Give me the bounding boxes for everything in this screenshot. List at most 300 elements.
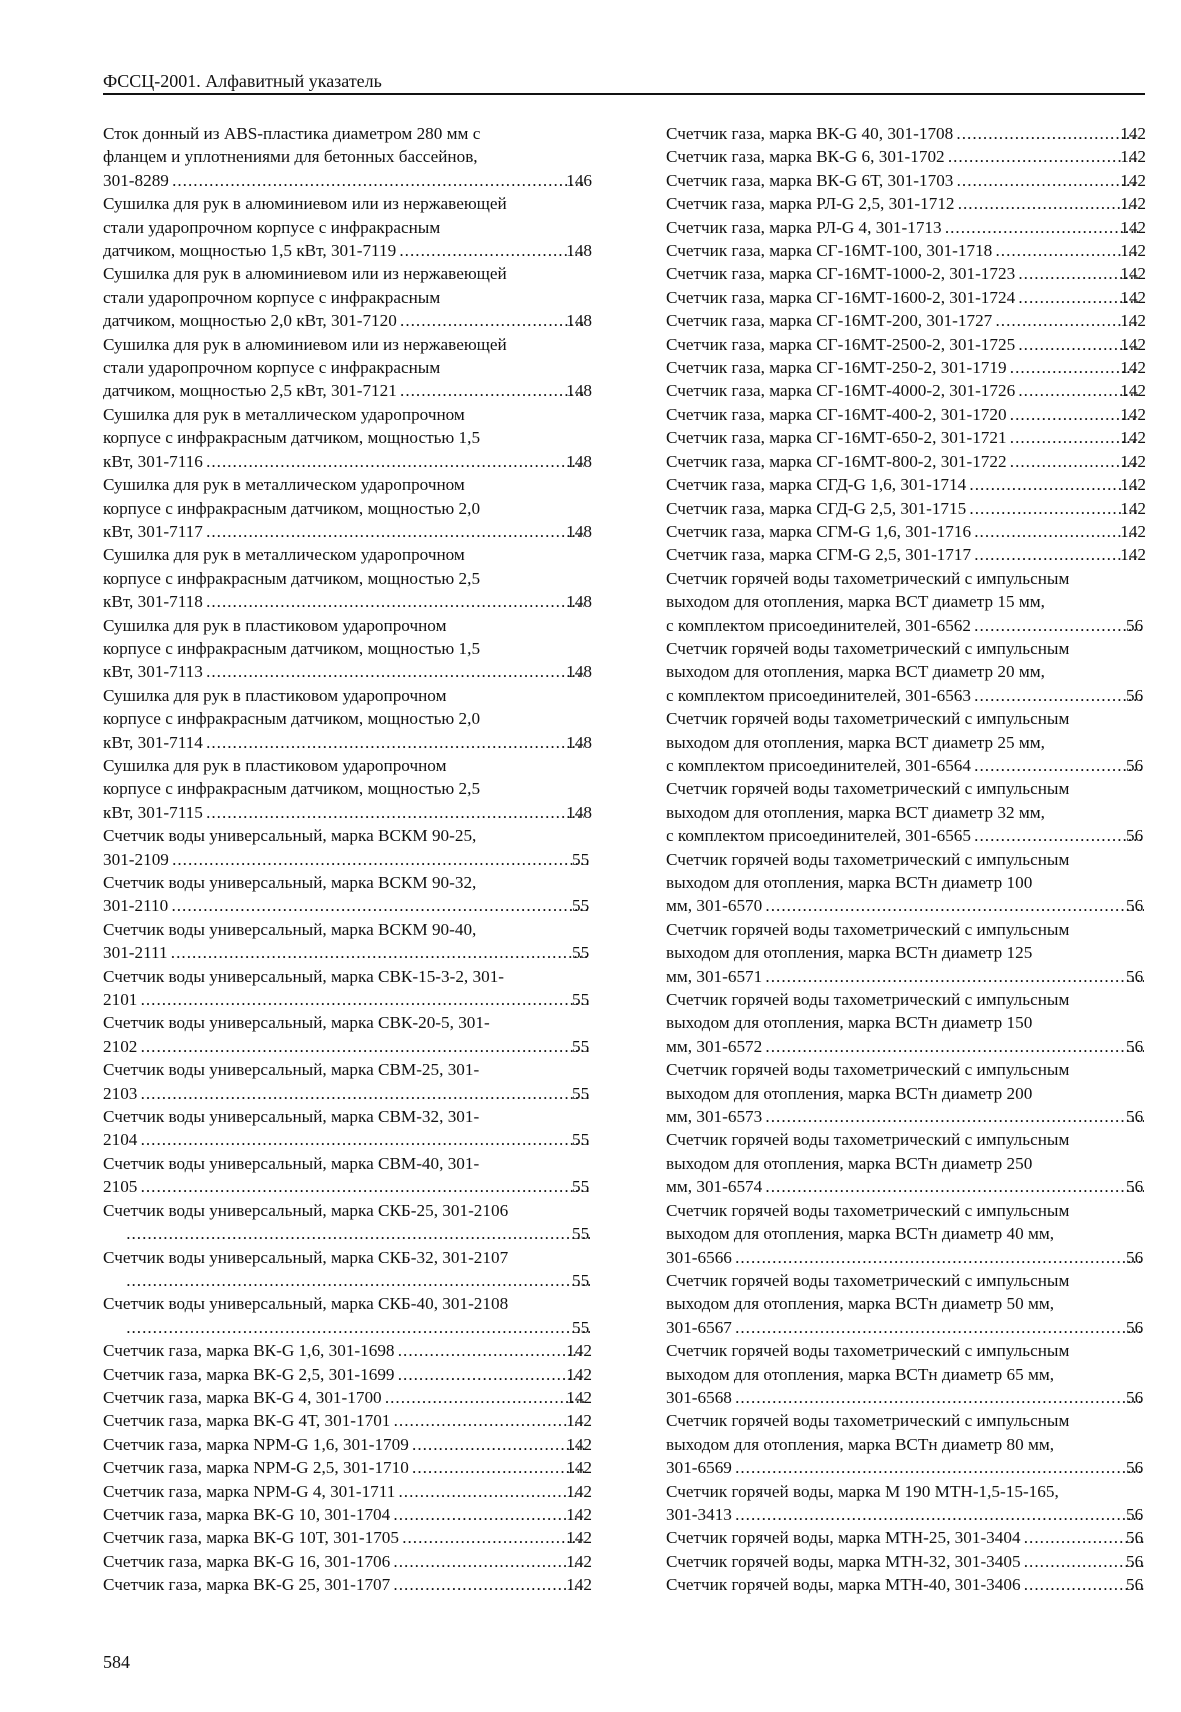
page-reference: 142 [1120, 194, 1146, 214]
index-entry [103, 965, 592, 1012]
index-entry [666, 1573, 1146, 1596]
index-entry-leader-line: 301-3413 ..... 56 [686, 1503, 1146, 1526]
dot-leader [734, 1456, 1144, 1479]
dot-leader [397, 1480, 584, 1503]
index-entry-leader-line [103, 1456, 592, 1479]
index-entry-leader-line [666, 356, 1146, 379]
index-entry [666, 169, 1146, 192]
index-entry [103, 684, 592, 754]
index-entry-text: корпусе с инфракрасным датчиком, мощностью 2,0 [103, 498, 481, 518]
dot-leader [734, 1316, 1144, 1339]
index-entry-text: датчиком, мощностью 2,0 кВт, 301-7120 [103, 311, 397, 331]
index-entry-text: выходом для отопления, марка ВСТн диаметр 50 мм, [666, 1294, 1055, 1314]
index-entry [666, 543, 1146, 566]
index-entry-text: Счетчик газа, марка СГ-16МТ-1000-2, 301-1723 [666, 264, 1016, 284]
index-entry-text: корпусе с инфракрасным датчиком, мощностью 2,5 [103, 779, 481, 799]
dot-leader [734, 1503, 1144, 1526]
page-reference: 142 [566, 1411, 592, 1431]
dot-leader [401, 1526, 584, 1549]
index-entry-leader-line: 2103 ..... 55 [123, 1082, 592, 1105]
index-entry-text: 301-6566 [666, 1247, 732, 1267]
index-entry-text: фланцем и уплотнениями для бетонных бассейнов, [103, 147, 478, 167]
index-entry-text: Счетчик горячей воды тахометрический с импульсным [666, 638, 1070, 658]
index-entry [666, 1550, 1146, 1573]
index-entry-text: выходом для отопления, марка ВСТн диаметр 125 [666, 943, 1033, 963]
index-entry-text: Счетчик газа, марка РЛ-G 4, 301-1713 [666, 217, 942, 237]
page-reference: 142 [1120, 147, 1146, 167]
index-entry-leader-line: 2105 ..... 55 [123, 1175, 592, 1198]
index-entry-leader-line: мм, 301-6573 ..... 56 [686, 1105, 1146, 1128]
page-header: ФССЦ-2001. Алфавитный указатель [103, 70, 1145, 95]
index-entry-text: Счетчик газа, марка СГМ-G 2,5, 301-1717 [666, 545, 972, 565]
dot-leader [139, 988, 590, 1011]
index-entry-text: Счетчик газа, марка ВК-G 6, 301-1702 [666, 147, 945, 167]
index-entry [666, 497, 1146, 520]
index-entry-leader-line [666, 520, 1146, 543]
index-entry-text: Счетчик газа, марка NPM-G 2,5, 301-1710 [103, 1458, 409, 1478]
index-entry [103, 192, 592, 262]
index-entry [103, 1292, 592, 1339]
dot-leader [139, 1128, 590, 1151]
dot-leader [171, 848, 590, 871]
index-entry [103, 262, 592, 332]
index-entry-text: Сушилка для рук в металлическом ударопрочном [103, 475, 465, 495]
index-entry-text: стали ударопрочном корпусе с инфракрасным [103, 287, 441, 307]
index-entry [666, 333, 1146, 356]
page-reference: 142 [1120, 498, 1146, 518]
index-entry-leader-line [103, 450, 592, 473]
index-entry-text: Счетчик газа, марка СГД-G 2,5, 301-1715 [666, 498, 967, 518]
index-entry-text: Счетчик воды универсальный, марка СКБ-40, 301-2108 [103, 1294, 509, 1314]
index-entry-leader-line [666, 145, 1146, 168]
index-entry [666, 520, 1146, 543]
dot-leader [1009, 426, 1139, 449]
index-entry-text: выходом для отопления, марка ВСТн диаметр 150 [666, 1013, 1033, 1033]
index-entry-leader-line: 2102 ..... 55 [123, 1035, 592, 1058]
dot-leader [973, 614, 1144, 637]
index-entry-text: 301-2109 [103, 849, 169, 869]
index-entry-text: Счетчик газа, марка ВК-G 16, 301-1706 [103, 1551, 391, 1571]
dot-leader [399, 379, 584, 402]
dot-leader [397, 1363, 585, 1386]
index-entry-text: выходом для отопления, марка ВСТн диаметр 100 [666, 873, 1033, 892]
index-entry [666, 145, 1146, 168]
page-reference: 142 [566, 1458, 592, 1478]
page-reference: 142 [1120, 428, 1146, 448]
index-entry-text: корпусе с инфракрасным датчиком, мощностью 1,5 [103, 428, 481, 448]
dot-leader [205, 520, 584, 543]
index-entry [666, 777, 1146, 847]
index-entry-leader-line: 2101 ..... 55 [123, 988, 592, 1011]
index-entry [666, 473, 1146, 496]
index-entry-leader-line [666, 262, 1146, 285]
index-entry-leader-line [103, 731, 592, 754]
index-entry-leader-line: с комплектом присоединителей, 301-6563 ..... 56 [686, 684, 1146, 707]
index-entry-text: выходом для отопления, марка ВСТн диаметр 40 мм, [666, 1224, 1055, 1244]
dot-leader [973, 543, 1138, 566]
index-entry-leader-line [666, 216, 1146, 239]
page-reference: 148 [566, 381, 592, 401]
index-entry-leader-line: ..... 55 [123, 1222, 592, 1245]
index-entry-text: Счетчик горячей воды тахометрический с импульсным [666, 1270, 1070, 1290]
index-entry [666, 918, 1146, 988]
index-entry-text: Счетчик воды универсальный, марка СКБ-25, 301-2106 [103, 1200, 509, 1220]
page-reference: 148 [566, 592, 592, 612]
index-entry [666, 1199, 1146, 1269]
index-entry-text: Счетчик газа, марка NPM-G 1,6, 301-1709 [103, 1434, 409, 1454]
index-entry-text: кВт, 301-7117 [103, 521, 203, 541]
dot-leader [994, 239, 1138, 262]
index-entry-text: корпусе с инфракрасным датчиком, мощностью 2,0 [103, 709, 481, 729]
index-entry [103, 543, 592, 613]
index-entry-text: 2102 [103, 1036, 138, 1056]
index-entry-text: Счетчик газа, марка ВК-G 4Т, 301-1701 [103, 1411, 391, 1431]
index-entry-text: выходом для отопления, марка ВСТ диаметр 32 мм, [666, 802, 1045, 822]
index-entry-text: Счетчик горячей воды тахометрический с импульсным [666, 1200, 1070, 1220]
index-entry-text: Сушилка для рук в металлическом ударопрочном [103, 545, 465, 565]
index-entry-leader-line [666, 122, 1146, 145]
index-entry [666, 1269, 1146, 1339]
dot-leader [968, 497, 1138, 520]
dot-leader [384, 1386, 585, 1409]
index-entry-leader-line [103, 1409, 592, 1432]
index-entry-text: 301-6567 [666, 1317, 732, 1337]
page-reference: 142 [566, 1341, 592, 1361]
index-entry [666, 262, 1146, 285]
index-entry-leader-line [666, 286, 1146, 309]
index-entry [103, 333, 592, 403]
index-entry-text: мм, 301-6572 [666, 1036, 763, 1056]
index-entry [666, 988, 1146, 1058]
dot-leader [139, 1082, 590, 1105]
index-entry [103, 473, 592, 543]
index-entry-text: Счетчик газа, марка СГ-16МТ-1600-2, 301-1724 [666, 287, 1016, 307]
page-reference: 148 [566, 451, 592, 471]
index-entry-text: Счетчик воды универсальный, марка ВСКМ 90-40, [103, 919, 477, 939]
dot-leader [171, 169, 584, 192]
index-entry-leader-line [103, 1363, 592, 1386]
dot-leader [170, 941, 590, 964]
index-entry-text: Счетчик горячей воды тахометрический с импульсным [666, 849, 1070, 869]
index-entry-text: Счетчик газа, марка ВК-G 6Т, 301-1703 [666, 170, 954, 190]
index-entry-leader-line [103, 1433, 592, 1456]
dot-leader [398, 239, 584, 262]
index-entry [103, 1011, 592, 1058]
page-reference: 148 [566, 311, 592, 331]
index-entry-text: Счетчик горячей воды тахометрический с импульсным [666, 919, 1070, 939]
index-entry [103, 403, 592, 473]
index-entry [666, 1409, 1146, 1479]
dot-leader [764, 1175, 1144, 1198]
index-entry-leader-line [666, 169, 1146, 192]
page-reference: 142 [566, 1364, 592, 1384]
index-entry [666, 356, 1146, 379]
page-reference: 142 [1120, 381, 1146, 401]
dot-leader [955, 169, 1138, 192]
index-entry [666, 450, 1146, 473]
index-entry [103, 754, 592, 824]
index-entry-text: Счетчик горячей воды тахометрический с импульсным [666, 709, 1070, 729]
index-entry [666, 216, 1146, 239]
index-entry-leader-line: 301-6566 ..... 56 [686, 1246, 1146, 1269]
index-entry-text: мм, 301-6571 [666, 966, 763, 986]
index-entry-leader-line: 301-6567 ..... 56 [686, 1316, 1146, 1339]
page-number: 584 [103, 1652, 130, 1672]
index-entry [666, 1058, 1146, 1128]
index-entry [666, 567, 1146, 637]
index-entry-text: Счетчик горячей воды тахометрический с импульсным [666, 1130, 1070, 1150]
page-reference: 142 [1120, 358, 1146, 378]
page-reference: 148 [566, 732, 592, 752]
dot-leader [139, 1175, 590, 1198]
index-entry-leader-line: Счетчик горячей воды, марка МТН-32, 301-3405 ..... 56 [686, 1550, 1146, 1573]
page-reference: 142 [566, 1575, 592, 1595]
index-entry [103, 1526, 592, 1549]
index-entry-text: Счетчик газа, марка СГ-16МТ-400-2, 301-1720 [666, 404, 1007, 424]
dot-leader [205, 801, 584, 824]
index-entry [666, 309, 1146, 332]
page-reference: 148 [566, 802, 592, 822]
index-entry [666, 1128, 1146, 1198]
index-entry-leader-line [666, 379, 1146, 402]
dot-leader [1009, 450, 1139, 473]
dot-leader [955, 122, 1138, 145]
dot-leader [392, 1550, 584, 1573]
index-entry-text: выходом для отопления, марка ВСТ диаметр 15 мм, [666, 592, 1045, 612]
index-entry-text: Счетчик воды универсальный, марка СВМ-32, 301- [103, 1107, 480, 1127]
page-reference: 142 [566, 1434, 592, 1454]
index-entry-text: Сушилка для рук в пластиковом ударопрочном [103, 755, 447, 775]
index-entry-text: корпусе с инфракрасным датчиком, мощностью 2,5 [103, 568, 481, 588]
index-entry-text: Счетчик газа, марка СГ-16МТ-200, 301-1727 [666, 311, 993, 331]
index-entry-text: Счетчик газа, марка ВК-G 4, 301-1700 [103, 1387, 382, 1407]
index-entry [103, 918, 592, 965]
index-entry-text: 2101 [103, 990, 138, 1010]
page-reference: 142 [566, 1551, 592, 1571]
dot-leader [170, 894, 590, 917]
dot-leader [764, 894, 1144, 917]
index-entry-text: Счетчик горячей воды тахометрический с импульсным [666, 1411, 1070, 1431]
dot-leader [399, 309, 584, 332]
index-entry-text: кВт, 301-7116 [103, 451, 203, 471]
index-entry-leader-line: мм, 301-6574 ..... 56 [686, 1175, 1146, 1198]
index-entry-text: Счетчик газа, марка NPM-G 4, 301-1711 [103, 1481, 396, 1501]
index-entry-leader-line [666, 426, 1146, 449]
index-entry-text: 2104 [103, 1130, 138, 1150]
index-entry-leader-line: ..... 55 [123, 1269, 592, 1292]
index-entry-leader-line [666, 473, 1146, 496]
index-entry-text: Счетчик газа, марка СГ-16МТ-250-2, 301-1719 [666, 358, 1007, 378]
dot-leader [392, 1503, 584, 1526]
index-entry-text: 301-6568 [666, 1387, 732, 1407]
index-entry-text: Счетчик воды универсальный, марка ВСКМ 90-32, [103, 873, 477, 892]
index-entry-text: Счетчик газа, марка СГ-16МТ-4000-2, 301-1726 [666, 381, 1016, 401]
index-entry [666, 239, 1146, 262]
index-entry-text: кВт, 301-7118 [103, 592, 203, 612]
index-entry-leader-line: 301-6568 ..... 56 [686, 1386, 1146, 1409]
index-entry [666, 122, 1146, 145]
index-entry-text: Счетчик газа, марка СГ-16МТ-650-2, 301-1721 [666, 428, 1007, 448]
dot-leader [944, 216, 1139, 239]
index-entry [103, 1246, 592, 1293]
index-entry-text: Сток донный из ABS-пластика диаметром 280 мм с [103, 124, 481, 143]
index-entry-text: Счетчик воды универсальный, марка СВМ-40, 301- [103, 1153, 480, 1173]
index-entry-text: с комплектом присоединителей, 301-6562 [666, 615, 971, 635]
index-entry [666, 637, 1146, 707]
dot-leader [764, 1035, 1144, 1058]
index-column-right [666, 122, 1146, 1597]
index-entry-text: мм, 301-6570 [666, 896, 763, 916]
index-entry-leader-line: мм, 301-6570 ..... 56 [686, 894, 1146, 917]
page-reference: 142 [1120, 170, 1146, 190]
index-entry-leader-line: Счетчик горячей воды, марка МТН-40, 301-3406 ..... 56 [686, 1573, 1146, 1596]
index-entry-text: Счетчик горячей воды тахометрический с импульсным [666, 568, 1070, 588]
index-entry-text: Счетчик воды универсальный, марка СКБ-32, 301-2107 [103, 1247, 509, 1267]
page-reference: 142 [1120, 404, 1146, 424]
index-entry-text: Сушилка для рук в алюминиевом или из нержавеющей [103, 264, 507, 284]
index-entry-leader-line [103, 1526, 592, 1549]
index-entry-leader-line [666, 497, 1146, 520]
index-entry-leader-line [103, 1386, 592, 1409]
index-entry [103, 614, 592, 684]
index-entry-text: кВт, 301-7113 [103, 662, 203, 682]
index-entry-leader-line [666, 403, 1146, 426]
dot-leader [392, 1573, 584, 1596]
index-entry-text: Счетчик газа, марка ВК-G 10, 301-1704 [103, 1504, 391, 1524]
index-entry-text: выходом для отопления, марка ВСТн диаметр 250 [666, 1153, 1033, 1173]
page-reference: 142 [1120, 241, 1146, 261]
index-entry [666, 379, 1146, 402]
index-entry-text: с комплектом присоединителей, 301-6564 [666, 755, 971, 775]
index-entry [666, 1526, 1146, 1549]
dot-leader [973, 684, 1144, 707]
dot-leader [764, 965, 1144, 988]
index-entry-leader-line [103, 1550, 592, 1573]
index-entry-text: Счетчик газа, марка СГ-16МТ-100, 301-1718 [666, 241, 993, 261]
index-entry-text: выходом для отопления, марка ВСТ диаметр 20 мм, [666, 662, 1045, 682]
index-entry-leader-line [103, 801, 592, 824]
dot-leader [125, 1269, 590, 1292]
index-entry-text: выходом для отопления, марка ВСТн диаметр 200 [666, 1083, 1033, 1103]
index-entry-text: кВт, 301-7115 [103, 802, 203, 822]
index-entry-text: Счетчик газа, марка СГ-16МТ-2500-2, 301-1725 [666, 334, 1016, 354]
index-entry-leader-line: Счетчик горячей воды, марка МТН-25, 301-3404 ..... 56 [686, 1526, 1146, 1549]
index-entry-text: 301-8289 [103, 170, 169, 190]
dot-leader [764, 1105, 1144, 1128]
index-entry-text: 2103 [103, 1083, 138, 1103]
dot-leader [125, 1316, 590, 1339]
index-entry-leader-line: мм, 301-6572 ..... 56 [686, 1035, 1146, 1058]
index-entry-leader-line [666, 309, 1146, 332]
index-entry-leader-line [103, 169, 592, 192]
dot-leader [973, 520, 1138, 543]
index-entry-text: Сушилка для рук в пластиковом ударопрочном [103, 685, 447, 705]
index-entry-text: выходом для отопления, марка ВСТ диаметр 25 мм, [666, 732, 1045, 752]
index-entry [103, 1456, 592, 1479]
index-entry-text: Счетчик горячей воды, марка МТН-32, 301-3405 [666, 1551, 1021, 1571]
index-entry-text: Счетчик воды универсальный, марка ВСКМ 90-25, [103, 826, 477, 846]
page-reference: 142 [1120, 311, 1146, 331]
index-entry [666, 403, 1146, 426]
index-entry-text: Сушилка для рук в алюминиевом или из нержавеющей [103, 194, 507, 214]
dot-leader [968, 473, 1138, 496]
index-entry-text: выходом для отопления, марка ВСТн диаметр 65 мм, [666, 1364, 1055, 1384]
index-entry-leader-line: 2104 ..... 55 [123, 1128, 592, 1151]
index-entry [103, 1386, 592, 1409]
page-reference: 148 [566, 241, 592, 261]
dot-leader [947, 145, 1139, 168]
index-entry-leader-line [103, 1339, 592, 1362]
index-entry-text: Счетчик газа, марка СГД-G 1,6, 301-1714 [666, 475, 967, 495]
index-entry [103, 1503, 592, 1526]
dot-leader [139, 1035, 590, 1058]
index-entry-text: Счетчик горячей воды, марка МТН-25, 301-3404 [666, 1528, 1021, 1548]
index-entry-text: Счетчик газа, марка ВК-G 10Т, 301-1705 [103, 1528, 399, 1548]
index-entry-text: Счетчик горячей воды тахометрический с импульсным [666, 1060, 1070, 1080]
dot-leader [205, 590, 584, 613]
page-reference: 142 [566, 1528, 592, 1548]
dot-leader [411, 1456, 584, 1479]
index-entry-leader-line: с комплектом присоединителей, 301-6564 ..... 56 [686, 754, 1146, 777]
index-entry-leader-line [103, 239, 592, 262]
page-reference: 142 [1120, 545, 1146, 565]
index-entry-text: мм, 301-6574 [666, 1177, 763, 1197]
index-entry-leader-line [103, 309, 592, 332]
index-entry [103, 1339, 592, 1362]
index-entry-text: мм, 301-6573 [666, 1107, 763, 1127]
index-entry [103, 1573, 592, 1596]
index-entry-leader-line: ..... 55 [123, 1316, 592, 1339]
index-entry-leader-line: мм, 301-6571 ..... 56 [686, 965, 1146, 988]
index-entry-leader-line: с комплектом присоединителей, 301-6562 ..... 56 [686, 614, 1146, 637]
page-reference: 142 [1120, 451, 1146, 471]
index-entry-leader-line [103, 1503, 592, 1526]
index-entry-leader-line [103, 520, 592, 543]
index-entry-text: выходом для отопления, марка ВСТн диаметр 80 мм, [666, 1434, 1055, 1454]
index-entry-text: Сушилка для рук в металлическом ударопрочном [103, 404, 465, 424]
page-reference: 142 [1120, 334, 1146, 354]
index-entry [666, 1480, 1146, 1527]
page-reference: 142 [1120, 217, 1146, 237]
index-entry-leader-line [103, 379, 592, 402]
dot-leader [411, 1433, 584, 1456]
index-entry-leader-line [103, 590, 592, 613]
index-entry-leader-line: с комплектом присоединителей, 301-6565 ..... 56 [686, 824, 1146, 847]
index-entry-leader-line [666, 333, 1146, 356]
index-entry-text: Счетчик горячей воды тахометрический с импульсным [666, 1341, 1070, 1361]
index-entry-text: Счетчик газа, марка СГ-16МТ-800-2, 301-1722 [666, 451, 1007, 471]
dot-leader [205, 731, 584, 754]
index-entry-text: стали ударопрочном корпусе с инфракрасным [103, 217, 441, 237]
index-entry-leader-line: 301-2111 ..... 55 [123, 941, 592, 964]
index-entry [103, 1550, 592, 1573]
index-entry-text: корпусе с инфракрасным датчиком, мощностью 1,5 [103, 638, 481, 658]
index-entry-text: датчиком, мощностью 1,5 кВт, 301-7119 [103, 241, 397, 261]
index-entry-leader-line [666, 543, 1146, 566]
index-entry-text: Счетчик горячей воды тахометрический с импульсным [666, 779, 1070, 799]
dot-leader [392, 1409, 584, 1432]
index-entry-text: с комплектом присоединителей, 301-6565 [666, 826, 971, 846]
page-reference: 142 [566, 1481, 592, 1501]
dot-leader [957, 192, 1139, 215]
index-entry [103, 1409, 592, 1432]
index-entry [103, 1058, 592, 1105]
index-entry-text: 301-2110 [103, 896, 169, 916]
index-entry-text: Счетчик газа, марка ВК-G 2,5, 301-1699 [103, 1364, 395, 1384]
index-entry [103, 1152, 592, 1199]
index-entry [666, 426, 1146, 449]
index-entry-text: Счетчик горячей воды, марка М 190 МТН-1,5-15-165, [666, 1481, 1059, 1501]
